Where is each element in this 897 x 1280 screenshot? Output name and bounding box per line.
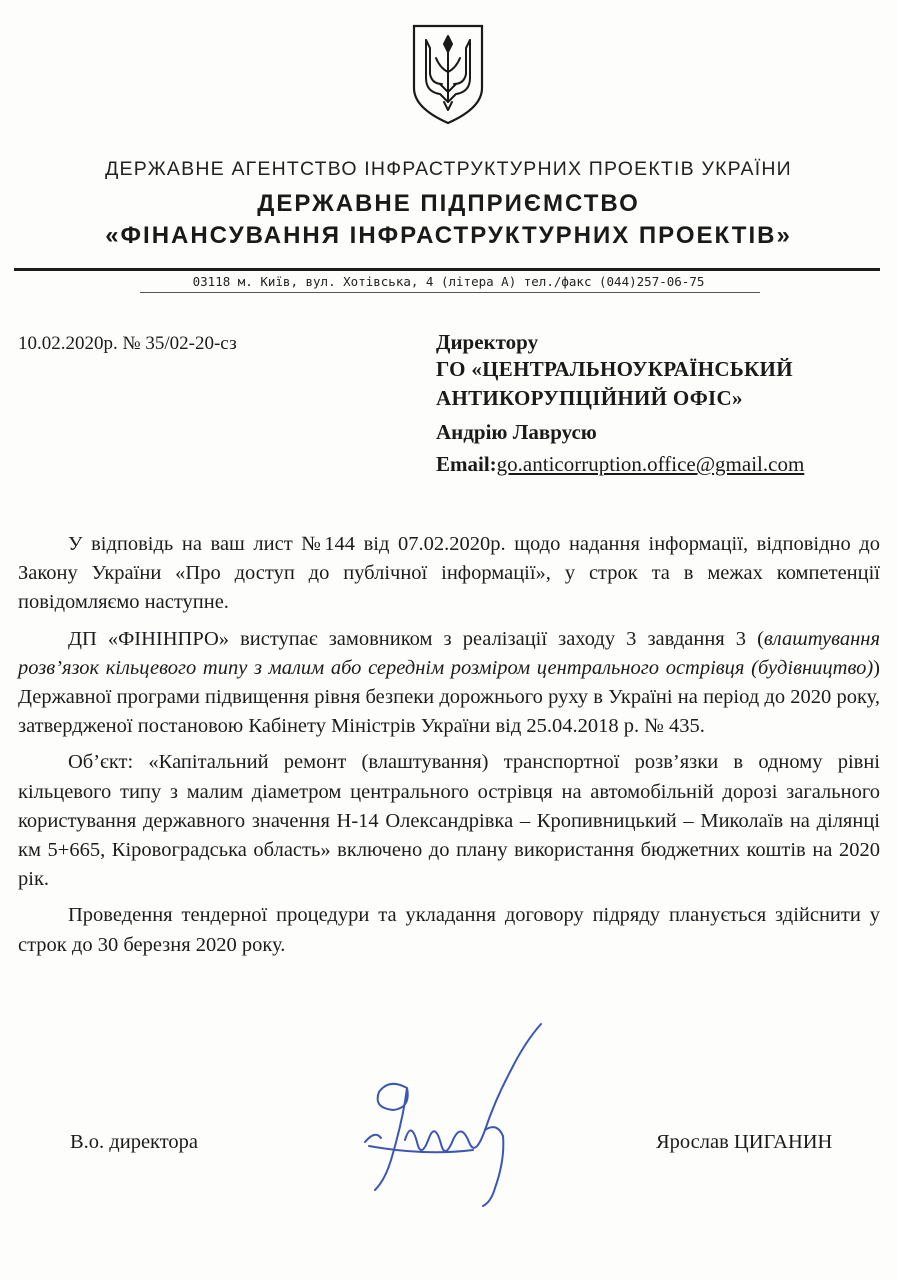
- addressee-name: Андрію Лаврусю: [436, 420, 597, 444]
- email-label: Email:: [436, 452, 497, 476]
- company-type: ДЕРЖАВНЕ ПІДПРИЄМСТВО: [257, 190, 640, 217]
- body-paragraph-2: [18, 625, 880, 742]
- body-paragraph-3: Об’єкт: «Капітальний ремонт (влаштування) транспортної розв’язки в одному рівні кільцевого типу з малим діаметром центрального острівця на автомобільній дорозі загального користування державного значення Н-14 Олександрівка – Кропивницький – Миколаїв на ділянці км 5+665, Кіровоградська область» включено до плану використання бюджетних коштів на 2020 рік.: [18, 751, 880, 891]
- addressee-org-line2: АНТИКОРУПЦІЙНИЙ ОФІС»: [436, 386, 743, 410]
- agency-name: ДЕРЖАВНЕ АГЕНТСТВО ІНФРАСТРУКТУРНИХ ПРОЕКТІВ УКРАЇНИ: [105, 158, 792, 180]
- company-address: 03118 м. Київ, вул. Хотівська, 4 (літера А) тел./факс (044)257-06-75: [192, 274, 705, 289]
- letter-body: [18, 530, 880, 967]
- body-paragraph-2-end: ) Державної програми підвищення рівня безпеки дорожнього руху в Україні на період до 2020 року, затвердженої постановою Кабінету Міністрів України від 25.04.2018 р. № 435.: [18, 656, 880, 738]
- addressee-title: Директору: [436, 330, 539, 354]
- body-paragraph-4: Проведення тендерної процедури та укладання договору підряду планується здійснити у строк до 30 березня 2020 року.: [18, 904, 880, 956]
- body-paragraph-1: У відповідь на ваш лист №144 від 07.02.2020р. щодо надання інформації, відповідно до Закону України «Про доступ до публічної інформації», у строк та в межах компетенції повідомляємо наступне.: [18, 533, 880, 614]
- handwritten-signature: [345, 1010, 575, 1210]
- letter-reference: 10.02.2020р. № 35/02-20-сз: [18, 333, 237, 354]
- company-name: «ФІНАНСУВАННЯ ІНФРАСТРУКТУРНИХ ПРОЕКТІВ»: [105, 222, 792, 249]
- body-paragraph-2-start: ДП «ФІНІНПРО» виступає замовником з реалізації заходу 3 завдання 3 (: [68, 627, 764, 650]
- email-link[interactable]: go.anticorruption.office@gmail.com: [496, 452, 805, 476]
- address-underline: [140, 292, 760, 293]
- addressee-org-line1: ГО «ЦЕНТРАЛЬНОУКРАЇНСЬКИЙ: [436, 357, 793, 381]
- addressee-email-line: [436, 452, 804, 477]
- letterhead-divider: [14, 268, 880, 271]
- body-paragraph-2-italic: влаштування розв’язок кільцевого типу з малим або середнім розміром центрального острівця (будівництво): [18, 627, 880, 679]
- coat-of-arms-emblem: [410, 22, 486, 126]
- signatory-role: В.о. директора: [70, 1131, 199, 1153]
- signatory-name: Ярослав ЦИГАНИН: [656, 1131, 833, 1153]
